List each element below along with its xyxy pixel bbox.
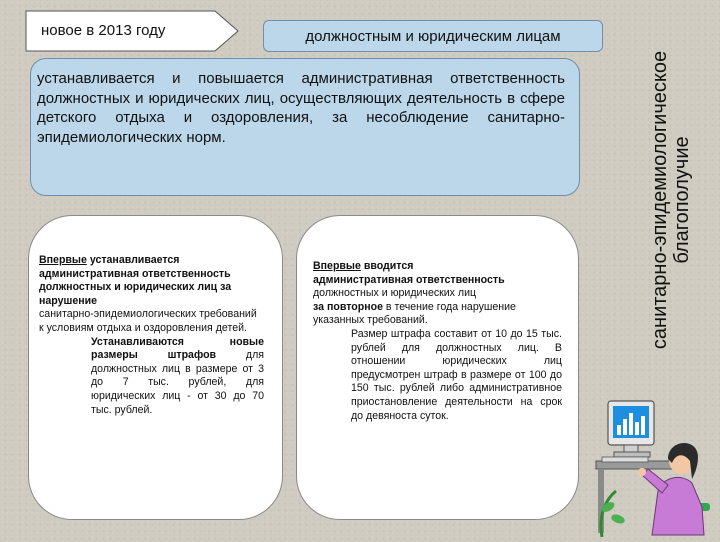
- main-text-panel: устанавливается и повышается административная ответственность должностных и юридических лиц, осуществляющих деятельность в сфере детского отдыха и оздоровления, за несоблюдение санитарно-эпидемиологических норм.: [30, 58, 580, 196]
- right-info-card: [296, 215, 579, 520]
- right-card-intro-rest: вводится: [360, 260, 414, 272]
- computer-user-clipart: [592, 395, 716, 537]
- left-card-intro-rest: устанавливается: [86, 254, 180, 266]
- right-card-intro: [313, 260, 562, 274]
- right-card-normal2: в течение года нарушение указанных требований.: [313, 300, 516, 327]
- side-title-line2: благополучие: [671, 136, 694, 264]
- right-card-bold-text: административная ответственность: [313, 273, 505, 286]
- right-card-bold2: за повторное: [313, 300, 383, 313]
- right-card-normal1: должностных и юридических лиц: [313, 287, 477, 300]
- left-info-card: [28, 215, 283, 520]
- left-card-fines-normal: для должностных лиц в размере от 3 до 7 тыс. рублей, для юридических лиц - от 30 до 70 тыс. рублей.: [91, 349, 264, 416]
- left-card-fines-bold: Устанавливаются новые размеры штрафов: [91, 335, 264, 362]
- side-title: [642, 10, 700, 390]
- left-card-bold-text: административная ответственность должностных и юридических лиц за нарушение: [39, 267, 232, 307]
- new-in-2013-tag: [25, 10, 240, 52]
- left-card-intro: [39, 254, 264, 268]
- left-card-first-word: Впервые: [39, 254, 87, 266]
- right-card-fine-text: Размер штрафа составит от 10 до 15 тыс. рублей для должностных лиц. В отношении юридических лиц предусмотрен штраф в размере от 100 до 150 тыс. рублей либо административное приостановление деятельности на срок до девяноста суток.: [351, 327, 562, 422]
- right-card-first-word: Впервые: [313, 260, 361, 272]
- side-title-line1: санитарно-эпидемиологическое: [649, 50, 672, 350]
- tag-label: новое в 2013 году: [41, 22, 166, 39]
- left-card-normal-text: санитарно-эпидемиологических требований к условиям отдыха и оздоровления детей.: [39, 308, 257, 334]
- right-card-repeat: [313, 301, 562, 328]
- header-title: должностным и юридическим лицам: [263, 20, 603, 52]
- left-card-fines: [39, 336, 264, 418]
